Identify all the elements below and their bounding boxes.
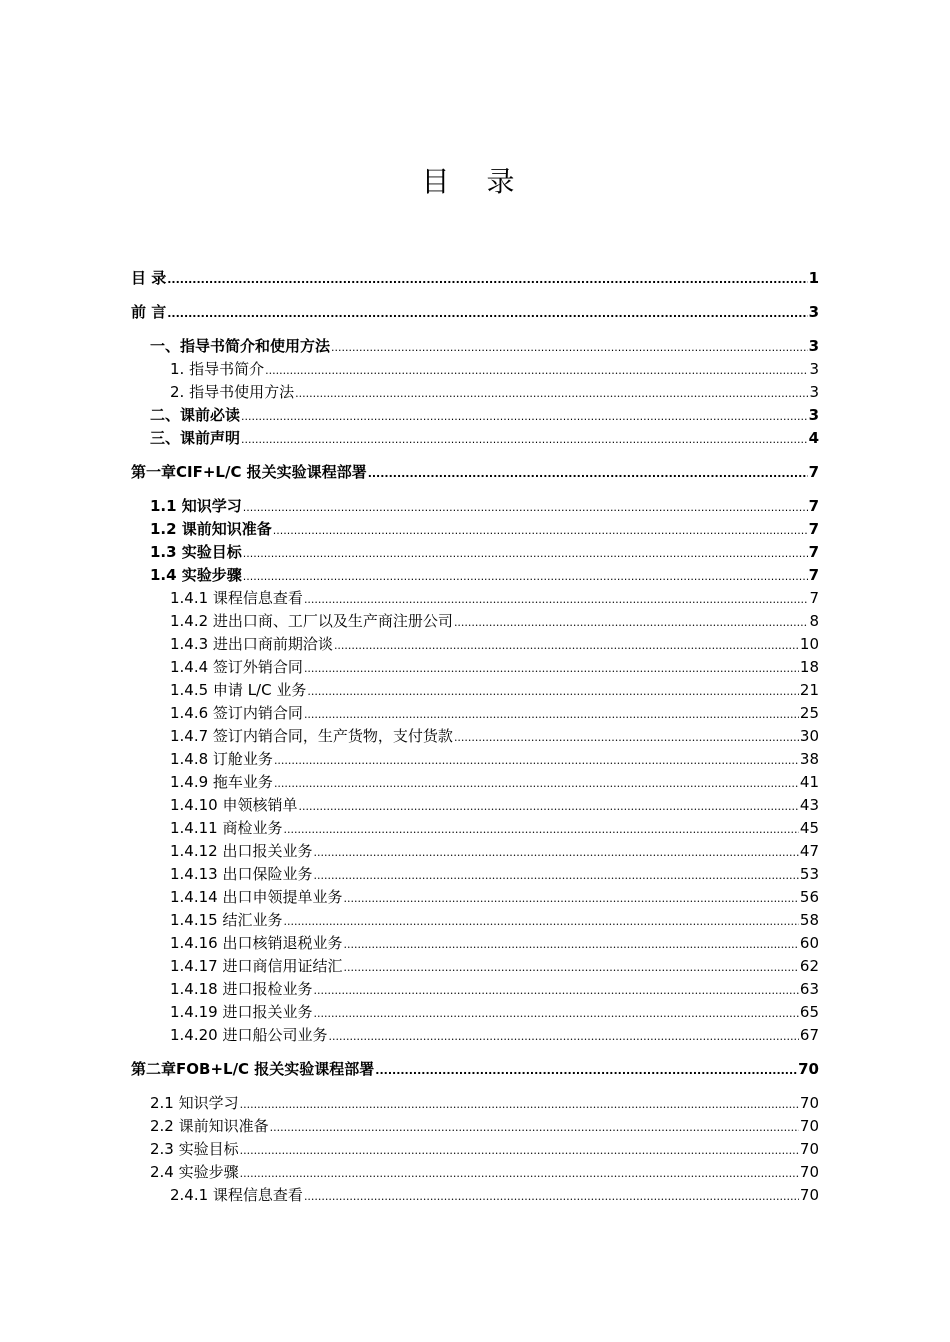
toc-entry-text: 一、指导书简介和使用方法 xyxy=(150,337,331,355)
toc-entry[interactable] xyxy=(131,840,819,863)
toc-entry[interactable] xyxy=(131,725,819,748)
toc-entry[interactable] xyxy=(131,679,819,702)
toc-leader-dots xyxy=(265,359,808,382)
toc-leader-dots xyxy=(331,336,808,359)
toc-entry-text: 1.4.15 结汇业务 xyxy=(170,911,283,929)
toc-leader-dots xyxy=(240,1093,799,1116)
toc-entry-text: 1.4.9 拖车业务 xyxy=(170,773,273,791)
toc-leader-dots xyxy=(274,749,799,772)
toc-leader-dots xyxy=(243,565,808,588)
toc-entry-text: CIF+L/C 报关实验课程部署 xyxy=(176,463,367,481)
toc-entry[interactable] xyxy=(131,1138,819,1161)
toc-entry[interactable] xyxy=(131,863,819,886)
toc-entry[interactable] xyxy=(131,461,819,484)
toc-page-number: 7 xyxy=(808,543,819,561)
toc-leader-dots xyxy=(167,302,807,325)
toc-entry-text: 三、课前声明 xyxy=(150,429,241,447)
toc-entry-text: 1.2 课前知识准备 xyxy=(150,520,272,538)
toc-leader-dots xyxy=(240,1162,799,1185)
toc-entry-text: 1.4.17 进口商信用证结汇 xyxy=(170,957,343,975)
toc-entry-text: 目 录 xyxy=(131,269,167,287)
toc-leader-dots xyxy=(334,634,799,657)
toc-entry[interactable] xyxy=(131,1115,819,1138)
toc-entry[interactable] xyxy=(131,404,819,427)
toc-entry-text: 前 言 xyxy=(131,303,167,321)
toc-page-number: 21 xyxy=(799,681,819,699)
toc-page-number: 67 xyxy=(799,1026,819,1044)
toc-page-number: 3 xyxy=(809,383,819,401)
toc-page-number: 65 xyxy=(799,1003,819,1021)
toc-page-number: 4 xyxy=(808,429,819,447)
toc-page-number: 43 xyxy=(799,796,819,814)
toc-entry-text: 1.4.14 出口申领提单业务 xyxy=(170,888,343,906)
toc-leader-dots xyxy=(283,910,798,933)
toc-page-number: 10 xyxy=(799,635,819,653)
toc-page-number: 8 xyxy=(809,612,819,630)
toc-page-number: 3 xyxy=(809,360,819,378)
toc-leader-dots xyxy=(307,680,799,703)
toc-entry-text: 1.4.8 订舱业务 xyxy=(170,750,273,768)
toc-leader-dots xyxy=(295,382,808,405)
toc-entry-text: 1.4.4 签订外销合同 xyxy=(170,658,303,676)
toc-entry[interactable] xyxy=(131,978,819,1001)
toc-page-number: 47 xyxy=(799,842,819,860)
toc-leader-dots xyxy=(454,611,809,634)
toc-entry[interactable] xyxy=(131,1001,819,1024)
toc-entry-text: 2.2 课前知识准备 xyxy=(150,1117,269,1135)
toc-entry[interactable] xyxy=(131,656,819,679)
toc-entry[interactable] xyxy=(131,335,819,358)
toc-entry-text: 1.4.3 进出口商前期洽谈 xyxy=(170,635,333,653)
toc-entry[interactable] xyxy=(131,427,819,450)
toc-entry[interactable] xyxy=(131,886,819,909)
toc-entry-text: 1.4.7 签订内销合同，生产货物，支付货款 xyxy=(170,727,453,745)
toc-entry-text: 2.4 实验步骤 xyxy=(150,1163,239,1181)
toc-leader-dots xyxy=(313,1002,798,1025)
toc-chapter-label: 第一章 xyxy=(131,463,177,481)
toc-entry-text: 2.1 知识学习 xyxy=(150,1094,239,1112)
toc-page-number: 70 xyxy=(799,1094,819,1112)
toc-page-number: 70 xyxy=(799,1186,819,1204)
toc-page-number: 56 xyxy=(799,888,819,906)
toc-entry-text: 1.4.6 签订内销合同 xyxy=(170,704,303,722)
toc-page-number: 7 xyxy=(808,566,819,584)
toc-entry-text: 1. 指导书简介 xyxy=(170,360,265,378)
toc-entry[interactable] xyxy=(131,564,819,587)
toc-leader-dots xyxy=(368,462,808,485)
toc-entry[interactable] xyxy=(131,1161,819,1184)
toc-entry-text: 1.4.1 课程信息查看 xyxy=(170,589,303,607)
toc-leader-dots xyxy=(304,657,799,680)
toc-entry-text: 1.4.18 进口报检业务 xyxy=(170,980,313,998)
toc-entry[interactable] xyxy=(131,1058,819,1081)
toc-entry[interactable] xyxy=(131,932,819,955)
toc-page-number: 70 xyxy=(798,1060,819,1078)
toc-page-number: 7 xyxy=(808,520,819,538)
toc-page-number: 70 xyxy=(799,1140,819,1158)
toc-page-number: 3 xyxy=(808,406,819,424)
toc-entry[interactable] xyxy=(131,610,819,633)
toc-entry[interactable] xyxy=(131,495,819,518)
toc-page-number: 63 xyxy=(799,980,819,998)
toc-leader-dots xyxy=(313,864,798,887)
toc-entry[interactable] xyxy=(131,358,819,381)
toc-page-number: 70 xyxy=(799,1117,819,1135)
toc-entry[interactable] xyxy=(131,1092,819,1115)
toc-leader-dots xyxy=(270,1116,799,1139)
toc-entry[interactable] xyxy=(131,587,819,610)
table-of-contents xyxy=(131,267,819,1207)
toc-page-number: 3 xyxy=(808,337,819,355)
toc-entry[interactable] xyxy=(131,794,819,817)
toc-leader-dots xyxy=(328,1025,798,1048)
toc-leader-dots xyxy=(273,519,808,542)
toc-entry-text: 2.4.1 课程信息查看 xyxy=(170,1186,303,1204)
toc-page-number: 38 xyxy=(799,750,819,768)
toc-entry-text: 1.4.2 进出口商、工厂以及生产商注册公司 xyxy=(170,612,453,630)
toc-entry[interactable] xyxy=(131,702,819,725)
toc-leader-dots xyxy=(243,496,808,519)
toc-entry-text: 1.4.16 出口核销退税业务 xyxy=(170,934,343,952)
toc-entry[interactable] xyxy=(131,1024,819,1047)
toc-leader-dots xyxy=(283,818,798,841)
toc-entry-text: 1.4.19 进口报关业务 xyxy=(170,1003,313,1021)
toc-entry-text: 1.1 知识学习 xyxy=(150,497,242,515)
toc-leader-dots xyxy=(167,268,807,291)
toc-entry[interactable] xyxy=(131,748,819,771)
toc-page-number: 1 xyxy=(808,269,819,287)
toc-entry-text: 1.4 实验步骤 xyxy=(150,566,242,584)
toc-leader-dots xyxy=(313,841,798,864)
toc-leader-dots xyxy=(343,933,798,956)
toc-entry-text: 1.3 实验目标 xyxy=(150,543,242,561)
toc-entry[interactable] xyxy=(131,771,819,794)
toc-leader-dots xyxy=(240,1139,799,1162)
toc-leader-dots xyxy=(304,1185,799,1208)
toc-entry[interactable] xyxy=(131,541,819,564)
toc-page-number: 62 xyxy=(799,957,819,975)
toc-entry-text: 1.4.12 出口报关业务 xyxy=(170,842,313,860)
toc-leader-dots xyxy=(274,772,799,795)
toc-entry[interactable] xyxy=(131,518,819,541)
toc-page-number: 60 xyxy=(799,934,819,952)
toc-leader-dots xyxy=(304,703,799,726)
toc-leader-dots xyxy=(304,588,809,611)
toc-leader-dots xyxy=(375,1059,797,1082)
toc-page-number: 25 xyxy=(799,704,819,722)
toc-entry[interactable] xyxy=(131,633,819,656)
toc-entry[interactable] xyxy=(131,955,819,978)
toc-page-number: 7 xyxy=(808,463,819,481)
toc-page-number: 7 xyxy=(808,497,819,515)
toc-entry[interactable] xyxy=(131,817,819,840)
toc-leader-dots xyxy=(343,956,798,979)
toc-page-number: 41 xyxy=(799,773,819,791)
toc-page-number: 45 xyxy=(799,819,819,837)
toc-entry[interactable] xyxy=(131,267,819,290)
toc-leader-dots xyxy=(313,979,798,1002)
toc-page-number: 30 xyxy=(799,727,819,745)
toc-entry-text: 1.4.11 商检业务 xyxy=(170,819,283,837)
toc-leader-dots xyxy=(241,428,808,451)
toc-entry[interactable] xyxy=(131,301,819,324)
toc-entry-text: 1.4.13 出口保险业务 xyxy=(170,865,313,883)
toc-page-number: 70 xyxy=(799,1163,819,1181)
toc-title: 目 录 xyxy=(421,165,529,198)
toc-entry-text: FOB+L/C 报关实验课程部署 xyxy=(176,1060,375,1078)
toc-entry[interactable] xyxy=(131,1184,819,1207)
toc-page-number: 7 xyxy=(809,589,819,607)
toc-page-number: 3 xyxy=(808,303,819,321)
toc-entry-text: 1.4.20 进口船公司业务 xyxy=(170,1026,328,1044)
toc-entry[interactable] xyxy=(131,381,819,404)
toc-entry-text: 二、课前必读 xyxy=(150,406,241,424)
toc-leader-dots xyxy=(241,405,808,428)
toc-page-number: 53 xyxy=(799,865,819,883)
toc-chapter-label: 第二章 xyxy=(131,1060,177,1078)
toc-leader-dots xyxy=(298,795,798,818)
toc-leader-dots xyxy=(243,542,808,565)
toc-entry-text: 1.4.10 申领核销单 xyxy=(170,796,298,814)
toc-entry[interactable] xyxy=(131,909,819,932)
toc-leader-dots xyxy=(454,726,799,749)
toc-entry-text: 2. 指导书使用方法 xyxy=(170,383,295,401)
toc-page-number: 18 xyxy=(799,658,819,676)
toc-leader-dots xyxy=(343,887,798,910)
toc-entry-text: 2.3 实验目标 xyxy=(150,1140,239,1158)
toc-page-number: 58 xyxy=(799,911,819,929)
toc-entry-text: 1.4.5 申请 L/C 业务 xyxy=(170,681,307,699)
